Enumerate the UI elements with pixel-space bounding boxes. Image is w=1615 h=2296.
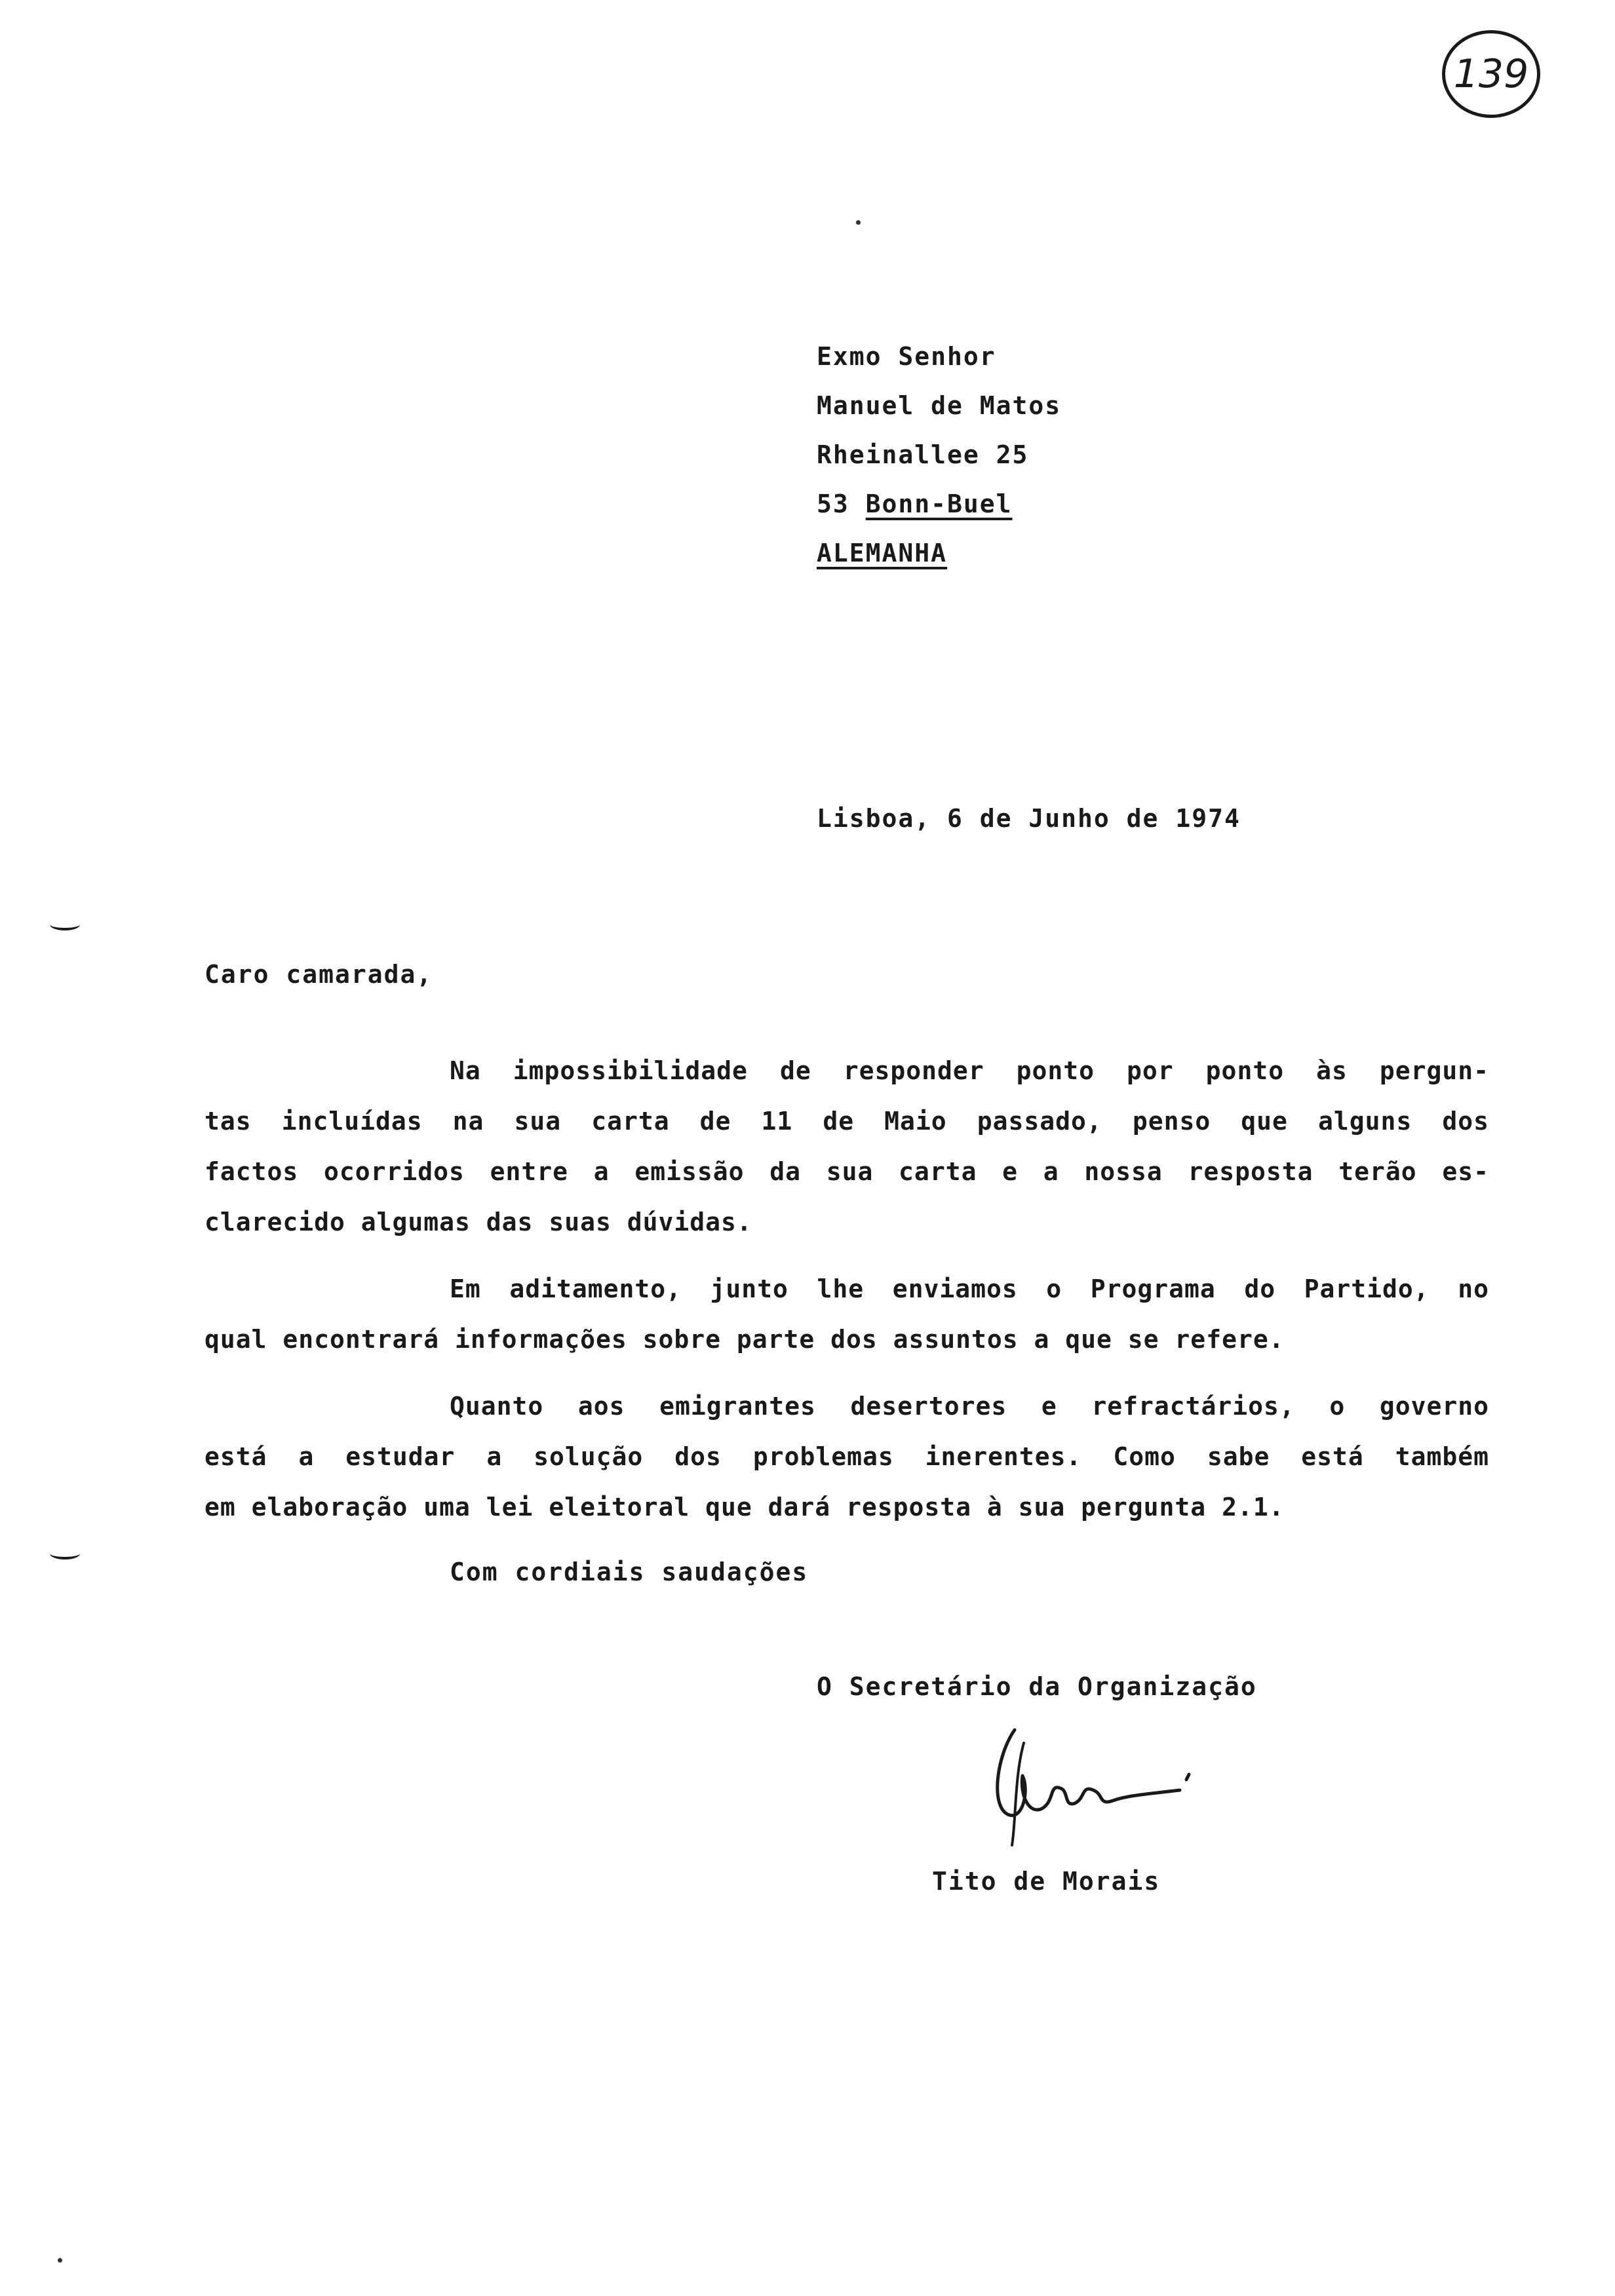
body-line: tas incluídas na sua carta de 11 de Maio passado, penso que alguns dos [204, 1107, 1489, 1136]
signatory-title: O Secretário da Organização [817, 1672, 1257, 1701]
margin-mark [50, 919, 80, 930]
recipient-name: Manuel de Matos [817, 391, 1062, 420]
signatory-name: Tito de Morais [932, 1867, 1161, 1896]
scan-speck [856, 220, 861, 225]
body-line: em elaboração uma lei eleitoral que dará resposta à sua pergunta 2.1. [204, 1493, 1285, 1521]
body-line: factos ocorridos entre a emissão da sua carta e a nossa resposta terão es- [204, 1157, 1489, 1186]
body-line: clarecido algumas das suas dúvidas. [204, 1208, 752, 1236]
body-line: Em aditamento, junto lhe enviamos o Programa do Partido, no [450, 1274, 1489, 1303]
body-line: Quanto aos emigrantes desertores e refractários, o governo [450, 1392, 1489, 1421]
greeting: Caro camarada, [204, 960, 433, 989]
body-line: está a estudar a solução dos problemas inerentes. Como sabe está também [204, 1442, 1489, 1471]
recipient-postcode: 53 [817, 489, 849, 518]
body-line: qual encontrará informações sobre parte dos assuntos a que se refere. [204, 1325, 1285, 1354]
recipient-street: Rheinallee 25 [817, 440, 1029, 469]
scan-speck [58, 2258, 62, 2263]
recipient-city-line [817, 491, 1013, 516]
recipient-country: ALEMANHA [817, 539, 948, 567]
closing: Com cordiais saudações [450, 1558, 809, 1586]
body-line: Na impossibilidade de responder ponto por ponto às pergun- [450, 1056, 1489, 1085]
page-number: 139 [1453, 51, 1529, 97]
recipient-salutation: Exmo Senhor [817, 342, 996, 371]
margin-mark [50, 1548, 80, 1559]
recipient-city: Bonn-Buel [865, 489, 1013, 518]
page-number-circle [1442, 30, 1540, 118]
letter-date: Lisboa, 6 de Junho de 1974 [817, 804, 1241, 833]
handwritten-signature [983, 1717, 1245, 1848]
